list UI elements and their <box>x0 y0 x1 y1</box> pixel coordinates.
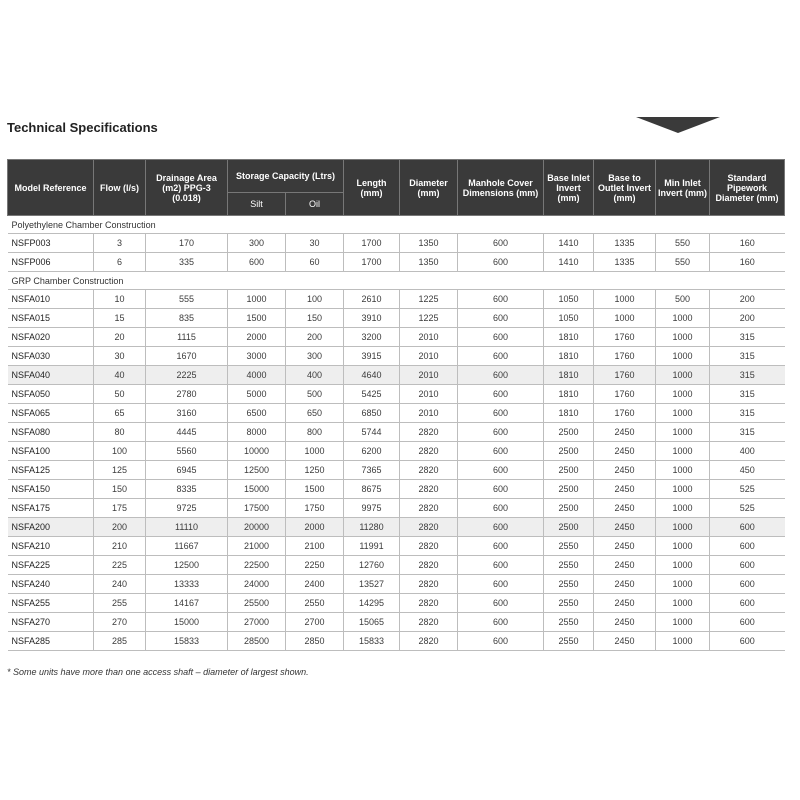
table-cell: 2450 <box>594 518 656 537</box>
header-min-inlet: Min Inlet Invert (mm) <box>656 160 710 216</box>
table-cell: 22500 <box>228 556 286 575</box>
table-cell: 315 <box>710 404 785 423</box>
table-cell: 315 <box>710 423 785 442</box>
model-cell: NSFA015 <box>8 309 94 328</box>
table-cell: 2610 <box>344 290 400 309</box>
table-cell: 20000 <box>228 518 286 537</box>
table-cell: 1810 <box>544 366 594 385</box>
table-row <box>8 328 785 347</box>
model-cell: NSFA200 <box>8 518 94 537</box>
table-cell: 2000 <box>228 328 286 347</box>
table-cell: 1410 <box>544 253 594 272</box>
model-cell: NSFA030 <box>8 347 94 366</box>
table-cell: 600 <box>458 442 544 461</box>
table-cell: 30 <box>286 234 344 253</box>
table-cell: 11667 <box>146 537 228 556</box>
table-cell: 500 <box>656 290 710 309</box>
table-cell: 13333 <box>146 575 228 594</box>
table-cell: 285 <box>94 632 146 651</box>
table-cell: 600 <box>710 537 785 556</box>
table-row <box>8 594 785 613</box>
table-cell: 600 <box>710 556 785 575</box>
header-silt: Silt <box>228 193 286 216</box>
spec-table <box>7 159 785 651</box>
table-cell: 2550 <box>544 613 594 632</box>
table-cell: 14167 <box>146 594 228 613</box>
table-row <box>8 309 785 328</box>
table-cell: 1000 <box>656 385 710 404</box>
table-cell: 1115 <box>146 328 228 347</box>
table-cell: 600 <box>458 366 544 385</box>
table-cell: 1000 <box>656 632 710 651</box>
down-arrow-icon <box>636 117 720 133</box>
table-cell: 1000 <box>656 347 710 366</box>
table-cell: 10000 <box>228 442 286 461</box>
table-cell: 1000 <box>656 366 710 385</box>
table-cell: 2500 <box>544 461 594 480</box>
table-cell: 8675 <box>344 480 400 499</box>
table-cell: 1225 <box>400 309 458 328</box>
table-cell: 11991 <box>344 537 400 556</box>
table-cell: 200 <box>94 518 146 537</box>
table-cell: 2000 <box>286 518 344 537</box>
model-cell: NSFA255 <box>8 594 94 613</box>
table-cell: 1760 <box>594 385 656 404</box>
table-cell: 525 <box>710 480 785 499</box>
table-cell: 14295 <box>344 594 400 613</box>
table-row <box>8 404 785 423</box>
table-cell: 4000 <box>228 366 286 385</box>
table-row <box>8 385 785 404</box>
table-cell: 2010 <box>400 347 458 366</box>
table-cell: 2820 <box>400 480 458 499</box>
model-cell: NSFA010 <box>8 290 94 309</box>
table-cell: 2500 <box>544 518 594 537</box>
table-cell: 300 <box>228 234 286 253</box>
table-cell: 650 <box>286 404 344 423</box>
table-cell: 1000 <box>656 613 710 632</box>
table-cell: 315 <box>710 347 785 366</box>
table-cell: 1410 <box>544 234 594 253</box>
model-cell: NSFA150 <box>8 480 94 499</box>
table-cell: 1000 <box>286 442 344 461</box>
table-cell: 2010 <box>400 385 458 404</box>
table-cell: 12760 <box>344 556 400 575</box>
table-cell: 2450 <box>594 632 656 651</box>
section-row <box>8 272 785 290</box>
table-cell: 300 <box>286 347 344 366</box>
model-cell: NSFA100 <box>8 442 94 461</box>
table-cell: 600 <box>458 253 544 272</box>
table-cell: 500 <box>286 385 344 404</box>
table-cell: 1335 <box>594 234 656 253</box>
table-cell: 21000 <box>228 537 286 556</box>
table-cell: 1670 <box>146 347 228 366</box>
table-cell: 600 <box>458 518 544 537</box>
table-cell: 6850 <box>344 404 400 423</box>
table-cell: 2550 <box>544 537 594 556</box>
header-pipework: Standard Pipework Diameter (mm) <box>710 160 785 216</box>
table-cell: 835 <box>146 309 228 328</box>
table-cell: 65 <box>94 404 146 423</box>
table-cell: 1760 <box>594 366 656 385</box>
table-cell: 3910 <box>344 309 400 328</box>
table-cell: 50 <box>94 385 146 404</box>
header-storage: Storage Capacity (Ltrs) <box>228 160 344 193</box>
table-cell: 1225 <box>400 290 458 309</box>
model-cell: NSFP003 <box>8 234 94 253</box>
table-cell: 600 <box>458 461 544 480</box>
table-row <box>8 253 785 272</box>
header-base-inlet: Base Inlet Invert (mm) <box>544 160 594 216</box>
table-cell: 2225 <box>146 366 228 385</box>
table-cell: 1000 <box>656 442 710 461</box>
table-cell: 600 <box>710 594 785 613</box>
table-cell: 15833 <box>146 632 228 651</box>
table-row <box>8 423 785 442</box>
table-cell: 1500 <box>286 480 344 499</box>
model-cell: NSFA050 <box>8 385 94 404</box>
table-cell: 160 <box>710 253 785 272</box>
table-cell: 1000 <box>228 290 286 309</box>
table-cell: 2820 <box>400 518 458 537</box>
table-cell: 100 <box>94 442 146 461</box>
table-cell: 1335 <box>594 253 656 272</box>
table-cell: 1000 <box>656 575 710 594</box>
table-cell: 2850 <box>286 632 344 651</box>
table-cell: 2700 <box>286 613 344 632</box>
table-cell: 2450 <box>594 442 656 461</box>
table-cell: 600 <box>458 499 544 518</box>
header-model: Model Reference <box>8 160 94 216</box>
table-cell: 600 <box>458 328 544 347</box>
table-cell: 2450 <box>594 575 656 594</box>
table-cell: 2500 <box>544 499 594 518</box>
table-cell: 600 <box>458 480 544 499</box>
table-cell: 13527 <box>344 575 400 594</box>
table-cell: 100 <box>286 290 344 309</box>
table-cell: 600 <box>458 537 544 556</box>
table-cell: 1000 <box>594 309 656 328</box>
table-cell: 315 <box>710 328 785 347</box>
model-cell: NSFP006 <box>8 253 94 272</box>
table-cell: 225 <box>94 556 146 575</box>
model-cell: NSFA065 <box>8 404 94 423</box>
table-cell: 125 <box>94 461 146 480</box>
table-cell: 2820 <box>400 499 458 518</box>
table-cell: 2100 <box>286 537 344 556</box>
table-cell: 600 <box>228 253 286 272</box>
table-row <box>8 575 785 594</box>
header-drainage-line-3: (0.018) <box>172 192 201 203</box>
table-cell: 2550 <box>544 556 594 575</box>
table-cell: 1000 <box>656 518 710 537</box>
table-cell: 6200 <box>344 442 400 461</box>
table-cell: 2820 <box>400 461 458 480</box>
table-cell: 3160 <box>146 404 228 423</box>
table-row <box>8 234 785 253</box>
table-cell: 1050 <box>544 290 594 309</box>
table-cell: 2450 <box>594 480 656 499</box>
page-title: Technical Specifications <box>7 120 158 135</box>
table-cell: 8000 <box>228 423 286 442</box>
table-cell: 10 <box>94 290 146 309</box>
table-cell: 600 <box>710 518 785 537</box>
table-cell: 240 <box>94 575 146 594</box>
section-row <box>8 216 785 234</box>
table-cell: 160 <box>710 234 785 253</box>
table-cell: 1810 <box>544 385 594 404</box>
table-cell: 1760 <box>594 404 656 423</box>
table-cell: 550 <box>656 253 710 272</box>
table-cell: 600 <box>458 575 544 594</box>
table-cell: 1000 <box>656 461 710 480</box>
table-cell: 315 <box>710 366 785 385</box>
table-cell: 600 <box>458 404 544 423</box>
table-cell: 400 <box>710 442 785 461</box>
table-cell: 1810 <box>544 328 594 347</box>
section-label: GRP Chamber Construction <box>8 272 785 290</box>
model-cell: NSFA040 <box>8 366 94 385</box>
table-cell: 1000 <box>656 537 710 556</box>
table-cell: 2010 <box>400 404 458 423</box>
table-cell: 600 <box>710 575 785 594</box>
model-cell: NSFA225 <box>8 556 94 575</box>
table-cell: 15065 <box>344 613 400 632</box>
table-cell: 4445 <box>146 423 228 442</box>
table-row <box>8 613 785 632</box>
table-cell: 255 <box>94 594 146 613</box>
table-cell: 200 <box>710 309 785 328</box>
table-cell: 315 <box>710 385 785 404</box>
table-row <box>8 366 785 385</box>
table-row <box>8 632 785 651</box>
table-cell: 200 <box>710 290 785 309</box>
table-cell: 15833 <box>344 632 400 651</box>
table-cell: 150 <box>94 480 146 499</box>
table-cell: 1000 <box>656 309 710 328</box>
table-cell: 150 <box>286 309 344 328</box>
header-base-outlet: Base to Outlet Invert (mm) <box>594 160 656 216</box>
table-cell: 28500 <box>228 632 286 651</box>
table-cell: 1810 <box>544 404 594 423</box>
table-row <box>8 442 785 461</box>
table-row <box>8 499 785 518</box>
header-diameter: Diameter (mm) <box>400 160 458 216</box>
header-length: Length (mm) <box>344 160 400 216</box>
table-cell: 2500 <box>544 423 594 442</box>
table-cell: 2820 <box>400 594 458 613</box>
table-cell: 5000 <box>228 385 286 404</box>
table-cell: 2450 <box>594 461 656 480</box>
table-row <box>8 537 785 556</box>
table-cell: 2450 <box>594 537 656 556</box>
table-cell: 2780 <box>146 385 228 404</box>
table-cell: 24000 <box>228 575 286 594</box>
table-cell: 2550 <box>286 594 344 613</box>
table-cell: 4640 <box>344 366 400 385</box>
table-row <box>8 461 785 480</box>
table-cell: 2250 <box>286 556 344 575</box>
table-cell: 2550 <box>544 594 594 613</box>
table-cell: 2820 <box>400 556 458 575</box>
table-cell: 270 <box>94 613 146 632</box>
table-cell: 1700 <box>344 234 400 253</box>
table-cell: 9975 <box>344 499 400 518</box>
table-cell: 2550 <box>544 575 594 594</box>
table-cell: 600 <box>458 347 544 366</box>
table-cell: 2820 <box>400 632 458 651</box>
table-cell: 60 <box>286 253 344 272</box>
table-cell: 1700 <box>344 253 400 272</box>
table-cell: 200 <box>286 328 344 347</box>
table-cell: 600 <box>458 594 544 613</box>
table-cell: 555 <box>146 290 228 309</box>
table-cell: 2500 <box>544 480 594 499</box>
table-row <box>8 290 785 309</box>
table-cell: 335 <box>146 253 228 272</box>
table-cell: 8335 <box>146 480 228 499</box>
table-cell: 25500 <box>228 594 286 613</box>
table-cell: 3000 <box>228 347 286 366</box>
table-cell: 210 <box>94 537 146 556</box>
table-cell: 6 <box>94 253 146 272</box>
table-cell: 2820 <box>400 423 458 442</box>
header-drainage-line-1: Drainage Area <box>156 172 217 183</box>
table-cell: 2010 <box>400 328 458 347</box>
table-cell: 800 <box>286 423 344 442</box>
table-cell: 40 <box>94 366 146 385</box>
model-cell: NSFA125 <box>8 461 94 480</box>
table-cell: 600 <box>710 632 785 651</box>
table-cell: 1000 <box>656 423 710 442</box>
table-cell: 11280 <box>344 518 400 537</box>
table-cell: 600 <box>710 613 785 632</box>
model-cell: NSFA210 <box>8 537 94 556</box>
table-cell: 600 <box>458 385 544 404</box>
table-cell: 550 <box>656 234 710 253</box>
model-cell: NSFA240 <box>8 575 94 594</box>
table-cell: 5744 <box>344 423 400 442</box>
table-cell: 11110 <box>146 518 228 537</box>
table-cell: 12500 <box>228 461 286 480</box>
model-cell: NSFA080 <box>8 423 94 442</box>
table-cell: 600 <box>458 556 544 575</box>
model-cell: NSFA270 <box>8 613 94 632</box>
table-cell: 3 <box>94 234 146 253</box>
table-cell: 2820 <box>400 442 458 461</box>
table-cell: 2820 <box>400 575 458 594</box>
table-cell: 6500 <box>228 404 286 423</box>
footnote: * Some units have more than one access shaft – diameter of largest shown. <box>7 667 309 677</box>
table-cell: 2450 <box>594 499 656 518</box>
table-cell: 175 <box>94 499 146 518</box>
table-cell: 450 <box>710 461 785 480</box>
table-cell: 9725 <box>146 499 228 518</box>
table-cell: 15000 <box>228 480 286 499</box>
table-cell: 15 <box>94 309 146 328</box>
table-cell: 1000 <box>656 480 710 499</box>
table-cell: 7365 <box>344 461 400 480</box>
table-cell: 2010 <box>400 366 458 385</box>
table-cell: 2400 <box>286 575 344 594</box>
table-cell: 600 <box>458 613 544 632</box>
table-cell: 1000 <box>656 328 710 347</box>
table-cell: 2550 <box>544 632 594 651</box>
table-cell: 1500 <box>228 309 286 328</box>
table-cell: 1000 <box>594 290 656 309</box>
table-cell: 1750 <box>286 499 344 518</box>
table-cell: 600 <box>458 309 544 328</box>
table-cell: 525 <box>710 499 785 518</box>
table-cell: 1350 <box>400 234 458 253</box>
table-row <box>8 518 785 537</box>
table-body <box>8 216 785 651</box>
table-cell: 27000 <box>228 613 286 632</box>
table-cell: 17500 <box>228 499 286 518</box>
table-row <box>8 556 785 575</box>
table-cell: 1000 <box>656 499 710 518</box>
model-cell: NSFA020 <box>8 328 94 347</box>
table-cell: 600 <box>458 234 544 253</box>
model-cell: NSFA175 <box>8 499 94 518</box>
table-cell: 20 <box>94 328 146 347</box>
header-flow: Flow (l/s) <box>94 160 146 216</box>
header-oil: Oil <box>286 193 344 216</box>
table-row <box>8 347 785 366</box>
table-cell: 3915 <box>344 347 400 366</box>
table-cell: 1000 <box>656 556 710 575</box>
header-drainage-line-2: (m2) PPG-3 <box>162 182 211 193</box>
table-cell: 5560 <box>146 442 228 461</box>
table-cell: 1350 <box>400 253 458 272</box>
table-cell: 2450 <box>594 556 656 575</box>
table-cell: 600 <box>458 632 544 651</box>
table-cell: 30 <box>94 347 146 366</box>
table-cell: 1250 <box>286 461 344 480</box>
table-cell: 12500 <box>146 556 228 575</box>
table-cell: 1000 <box>656 594 710 613</box>
table-cell: 15000 <box>146 613 228 632</box>
table-cell: 170 <box>146 234 228 253</box>
header-manhole: Manhole Cover Dimensions (mm) <box>458 160 544 216</box>
table-cell: 3200 <box>344 328 400 347</box>
table-cell: 2450 <box>594 613 656 632</box>
table-cell: 5425 <box>344 385 400 404</box>
table-cell: 1810 <box>544 347 594 366</box>
table-cell: 400 <box>286 366 344 385</box>
table-row <box>8 480 785 499</box>
table-cell: 600 <box>458 290 544 309</box>
section-label: Polyethylene Chamber Construction <box>8 216 785 234</box>
table-cell: 1000 <box>656 404 710 423</box>
model-cell: NSFA285 <box>8 632 94 651</box>
table-cell: 1760 <box>594 328 656 347</box>
table-cell: 2820 <box>400 613 458 632</box>
table-cell: 2450 <box>594 423 656 442</box>
table-cell: 2500 <box>544 442 594 461</box>
table-cell: 1760 <box>594 347 656 366</box>
header-drainage-area <box>146 160 228 216</box>
table-cell: 2820 <box>400 537 458 556</box>
table-cell: 80 <box>94 423 146 442</box>
table-cell: 2450 <box>594 594 656 613</box>
table-cell: 600 <box>458 423 544 442</box>
table-cell: 6945 <box>146 461 228 480</box>
table-cell: 1050 <box>544 309 594 328</box>
